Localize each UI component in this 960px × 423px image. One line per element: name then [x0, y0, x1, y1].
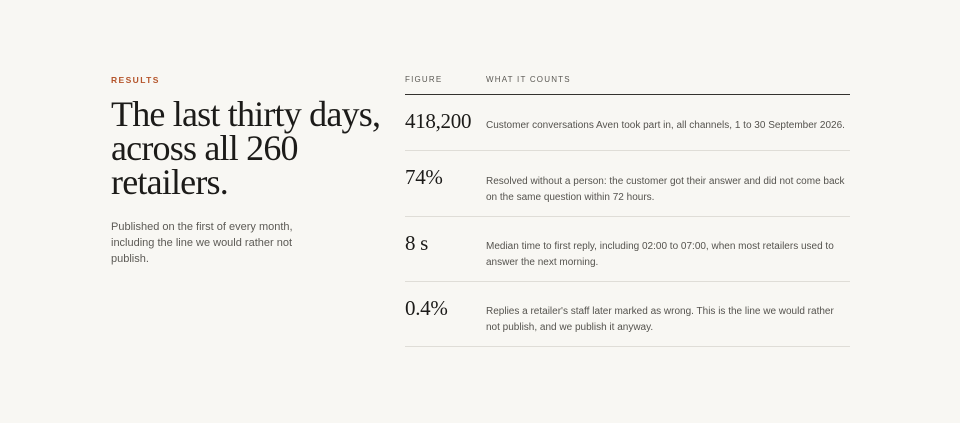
results-intro	[111, 75, 381, 267]
page-title: The last thirty days, across all 260 retailers.	[111, 94, 381, 202]
figure-description: Customer conversations Aven took part in, all channels, 1 to 30 September 2026.	[486, 120, 845, 131]
table-row	[405, 95, 850, 151]
figure-value: 418,200	[405, 109, 472, 133]
figure-value: 0.4%	[405, 296, 448, 320]
results-table	[405, 75, 850, 347]
figure-value: 74%	[405, 165, 443, 189]
header-what-it-counts: WHAT IT COUNTS	[486, 75, 571, 84]
header-figure: FIGURE	[405, 75, 443, 84]
table-row	[405, 282, 850, 347]
table-row	[405, 217, 850, 282]
table-header	[405, 75, 850, 95]
figure-description: Resolved without a person: the customer got their answer and did not come back on the same question within 72 hours.	[486, 176, 845, 203]
table-row	[405, 151, 850, 217]
intro-text: Published on the first of every month, including the line we would rather not publish.	[111, 221, 293, 265]
figure-value: 8 s	[405, 231, 429, 255]
figure-description: Median time to first reply, including 02:00 to 07:00, when most retailers used to answer the next morning.	[486, 241, 834, 268]
section-eyebrow: RESULTS	[111, 75, 160, 85]
figure-description: Replies a retailer's staff later marked as wrong. This is the line we would rather not publish, and we publish it anyway.	[486, 306, 834, 333]
